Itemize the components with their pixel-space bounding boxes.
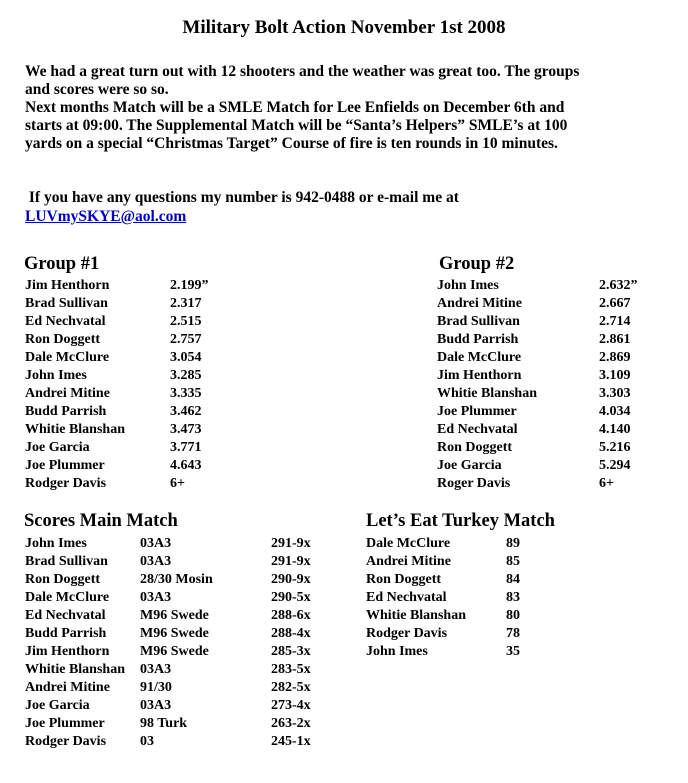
cell-score: 84	[506, 572, 520, 587]
cell-score: 2.667	[599, 296, 631, 311]
cell-name: Joe Plummer	[25, 458, 105, 473]
cell-score: 83	[506, 590, 520, 605]
cell-name: Ed Nechvatal	[25, 314, 106, 329]
cell-score: 283-5x	[271, 662, 311, 677]
group2-heading: Group #2	[439, 254, 515, 274]
cell-score: 6+	[170, 476, 185, 491]
cell-score: 282-5x	[271, 680, 311, 695]
email-link[interactable]: LUVmySKYE@aol.com	[25, 208, 187, 225]
cell-score: 85	[506, 554, 520, 569]
cell-name: Whitie Blanshan	[25, 662, 125, 677]
cell-name: Roger Davis	[437, 476, 511, 491]
cell-rifle: 03A3	[140, 554, 172, 569]
cell-rifle: 03	[140, 734, 154, 749]
cell-score: 3.335	[170, 386, 202, 401]
cell-score: 291-9x	[271, 554, 311, 569]
main-match-heading: Scores Main Match	[24, 511, 178, 531]
page-title: Military Bolt Action November 1st 2008	[182, 17, 506, 38]
cell-rifle: M96 Swede	[140, 608, 209, 623]
cell-name: Brad Sullivan	[25, 296, 108, 311]
cell-score: 5.216	[599, 440, 631, 455]
group1-heading: Group #1	[24, 254, 100, 274]
cell-score: 3.462	[170, 404, 202, 419]
cell-name: Andrei Mitine	[25, 680, 110, 695]
cell-score: 2.632”	[599, 278, 638, 293]
cell-rifle: 91/30	[140, 680, 172, 695]
cell-name: Joe Plummer	[437, 404, 517, 419]
intro-line: Next months Match will be a SMLE Match for Lee Enfields on December 6th and	[25, 99, 565, 116]
cell-score: 2.869	[599, 350, 631, 365]
cell-name: John Imes	[437, 278, 499, 293]
cell-score: 4.140	[599, 422, 631, 437]
cell-score: 288-4x	[271, 626, 311, 641]
cell-score: 2.515	[170, 314, 202, 329]
cell-score: 3.303	[599, 386, 631, 401]
cell-score: 2.714	[599, 314, 631, 329]
cell-name: John Imes	[366, 644, 428, 659]
cell-score: 78	[506, 626, 520, 641]
cell-name: Rodger Davis	[366, 626, 448, 641]
cell-score: 2.757	[170, 332, 202, 347]
cell-name: Ed Nechvatal	[366, 590, 447, 605]
cell-score: 4.034	[599, 404, 631, 419]
cell-name: Whitie Blanshan	[366, 608, 466, 623]
cell-name: Ed Nechvatal	[25, 608, 106, 623]
cell-score: 291-9x	[271, 536, 311, 551]
cell-name: Ron Doggett	[25, 332, 101, 347]
intro-line: We had a great turn out with 12 shooters and the weather was great too. The groups	[25, 63, 580, 80]
cell-score: 3.285	[170, 368, 202, 383]
cell-score: 3.473	[170, 422, 202, 437]
cell-name: Ron Doggett	[437, 440, 513, 455]
cell-score: 2.861	[599, 332, 631, 347]
cell-name: Jim Henthorn	[25, 644, 110, 659]
turkey-match-heading: Let’s Eat Turkey Match	[366, 511, 555, 531]
cell-name: Rodger Davis	[25, 734, 107, 749]
cell-name: Joe Garcia	[25, 440, 90, 455]
cell-name: Andrei Mitine	[366, 554, 451, 569]
cell-rifle: 28/30 Mosin	[140, 572, 213, 587]
cell-score: 80	[506, 608, 520, 623]
cell-name: Ron Doggett	[366, 572, 442, 587]
cell-score: 2.317	[170, 296, 202, 311]
cell-rifle: M96 Swede	[140, 626, 209, 641]
cell-name: Budd Parrish	[25, 404, 107, 419]
cell-name: Budd Parrish	[25, 626, 107, 641]
cell-rifle: 03A3	[140, 590, 172, 605]
cell-name: Dale McClure	[25, 590, 110, 605]
cell-rifle: 03A3	[140, 662, 172, 677]
contact-line: If you have any questions my number is 942-0488 or e-mail me at	[25, 189, 459, 206]
cell-rifle: 98 Turk	[140, 716, 188, 731]
cell-score: 6+	[599, 476, 614, 491]
cell-score: 288-6x	[271, 608, 311, 623]
cell-score: 3.109	[599, 368, 631, 383]
cell-name: Joe Plummer	[25, 716, 105, 731]
cell-score: 245-1x	[271, 734, 311, 749]
cell-name: Joe Garcia	[25, 698, 90, 713]
cell-name: Budd Parrish	[437, 332, 519, 347]
cell-rifle: 03A3	[140, 698, 172, 713]
cell-name: Whitie Blanshan	[437, 386, 537, 401]
cell-score: 89	[506, 536, 520, 551]
cell-name: Dale McClure	[366, 536, 451, 551]
cell-name: Ed Nechvatal	[437, 422, 518, 437]
cell-name: Brad Sullivan	[25, 554, 108, 569]
cell-name: Andrei Mitine	[25, 386, 110, 401]
cell-score: 285-3x	[271, 644, 311, 659]
cell-score: 273-4x	[271, 698, 311, 713]
cell-name: John Imes	[25, 368, 87, 383]
cell-name: Jim Henthorn	[25, 278, 110, 293]
cell-name: Whitie Blanshan	[25, 422, 125, 437]
cell-name: Jim Henthorn	[437, 368, 522, 383]
cell-score: 35	[506, 644, 520, 659]
cell-name: Ron Doggett	[25, 572, 101, 587]
cell-name: John Imes	[25, 536, 87, 551]
intro-line: and scores were so so.	[25, 81, 169, 98]
cell-rifle: M96 Swede	[140, 644, 209, 659]
cell-name: Andrei Mitine	[437, 296, 522, 311]
cell-name: Rodger Davis	[25, 476, 107, 491]
cell-rifle: 03A3	[140, 536, 172, 551]
cell-name: Dale McClure	[25, 350, 110, 365]
cell-score: 2.199”	[170, 278, 209, 293]
cell-score: 290-5x	[271, 590, 311, 605]
cell-score: 290-9x	[271, 572, 311, 587]
cell-score: 5.294	[599, 458, 631, 473]
cell-name: Joe Garcia	[437, 458, 502, 473]
cell-score: 4.643	[170, 458, 202, 473]
intro-line: starts at 09:00. The Supplemental Match will be “Santa’s Helpers” SMLE’s at 100	[25, 117, 568, 134]
intro-line: yards on a special “Christmas Target” Course of fire is ten rounds in 10 minutes.	[25, 135, 558, 152]
cell-score: 3.054	[170, 350, 202, 365]
cell-name: Brad Sullivan	[437, 314, 520, 329]
cell-name: Dale McClure	[437, 350, 522, 365]
cell-score: 3.771	[170, 440, 202, 455]
cell-score: 263-2x	[271, 716, 311, 731]
